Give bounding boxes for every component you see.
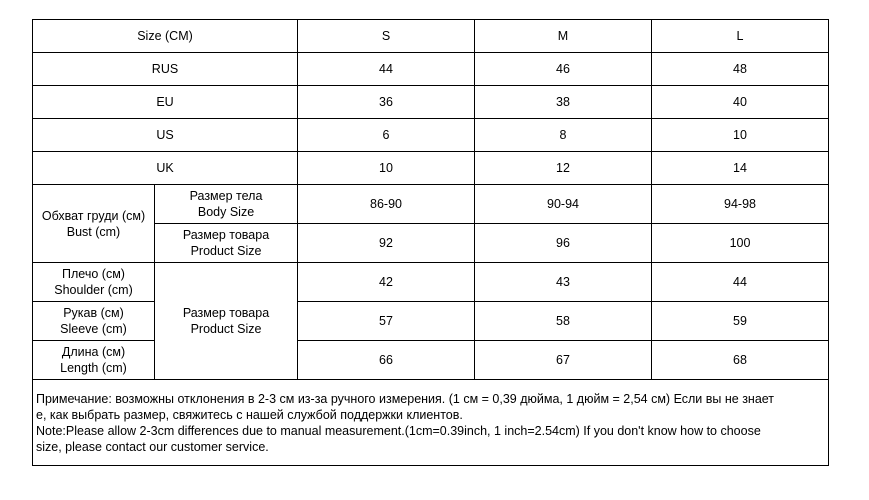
sleeve-label-en: Sleeve (cm) [60,322,127,336]
sleeve-label-ru: Рукав (см) [63,306,124,320]
measurement-note [33,380,829,466]
row-label: EU [33,86,298,119]
cell-value: 86-90 [298,185,475,224]
row-label: US [33,119,298,152]
cell-value: 8 [475,119,652,152]
table-row-bust-body [33,185,829,224]
cell-value: 12 [475,152,652,185]
cell-value: 57 [298,302,475,341]
cell-value: 94-98 [652,185,829,224]
table-row-us [33,119,829,152]
body-size-label-ru: Размер тела [189,189,263,203]
bust-label [33,185,155,263]
size-header-m: M [475,20,652,53]
table-row-uk [33,152,829,185]
cell-value: 66 [298,341,475,380]
bust-label-en: Bust (cm) [66,224,121,239]
cell-value: 40 [652,86,829,119]
cell-value: 42 [298,263,475,302]
table-row-length [33,341,829,380]
product-size-label [155,224,298,263]
row-label: RUS [33,53,298,86]
product-size-group-label [155,263,298,380]
shoulder-label [33,263,155,302]
shoulder-label-ru: Плечо (см) [62,267,125,281]
note-en-line2: size, please contact our customer service. [36,439,269,454]
table-row-note [33,380,829,466]
product-size-label-en: Product Size [190,244,262,258]
shoulder-label-en: Shoulder (cm) [54,283,133,297]
cell-value: 44 [652,263,829,302]
product-group-label-en: Product Size [190,322,262,336]
table-row-rus [33,53,829,86]
length-label-en: Length (cm) [60,361,127,375]
product-size-label-ru: Размер товара [182,228,270,242]
cell-value: 68 [652,341,829,380]
table-row-shoulder [33,263,829,302]
cell-value: 6 [298,119,475,152]
length-label [33,341,155,380]
cell-value: 44 [298,53,475,86]
table-row-eu [33,86,829,119]
cell-value: 38 [475,86,652,119]
cell-value: 48 [652,53,829,86]
size-header-l: L [652,20,829,53]
size-chart-table [32,19,829,466]
header-row [33,20,829,53]
cell-value: 92 [298,224,475,263]
length-label-ru: Длина (см) [61,345,126,359]
cell-value: 10 [652,119,829,152]
note-ru-line1: Примечание: возможны отклонения в 2-3 см из-за ручного измерения. (1 см = 0,39 дюйма, 1 дюйм = 2,54 см) Если вы не знает [36,391,775,406]
cell-value: 96 [475,224,652,263]
product-group-label-ru: Размер товара [182,306,270,320]
size-header-label: Size (CM) [33,20,298,53]
cell-value: 90-94 [475,185,652,224]
table-row-sleeve [33,302,829,341]
body-size-label-en: Body Size [197,205,255,219]
size-header-s: S [298,20,475,53]
note-en-line1: Note:Please allow 2-3cm differences due to manual measurement.(1cm=0.39inch, 1 inch=2.54cm) If you don't know how to choose [36,423,761,438]
cell-value: 10 [298,152,475,185]
sleeve-label [33,302,155,341]
cell-value: 100 [652,224,829,263]
cell-value: 46 [475,53,652,86]
cell-value: 14 [652,152,829,185]
cell-value: 67 [475,341,652,380]
row-label: UK [33,152,298,185]
bust-label-ru: Обхват груди (см) [41,208,146,223]
cell-value: 58 [475,302,652,341]
cell-value: 36 [298,86,475,119]
note-ru-line2: е, как выбрать размер, свяжитесь с нашей службой поддержки клиентов. [36,407,463,422]
cell-value: 43 [475,263,652,302]
cell-value: 59 [652,302,829,341]
body-size-label [155,185,298,224]
